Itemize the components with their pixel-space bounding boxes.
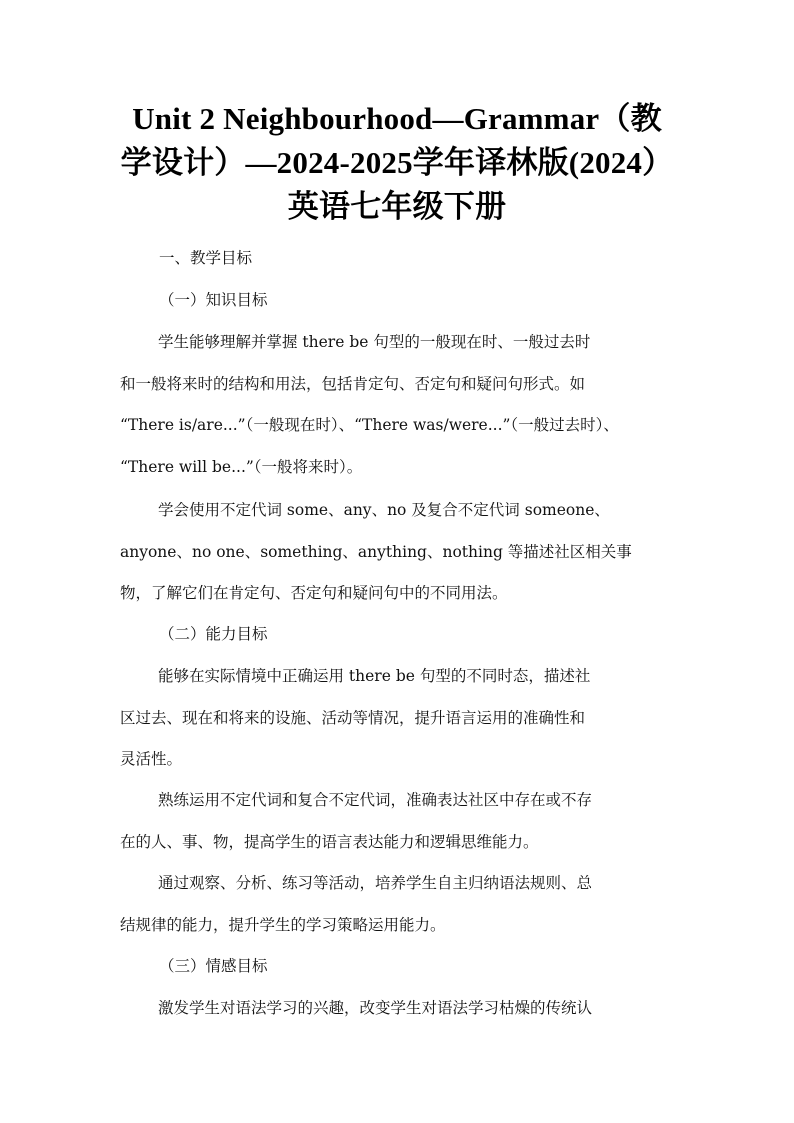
paragraph-ability-1 <box>120 656 680 781</box>
paragraph-line: 区过去、现在和将来的设施、活动等情况，提升语言运用的准确性和 <box>120 708 586 727</box>
paragraph-line: 在的人、事、物，提高学生的语言表达能力和逻辑思维能力。 <box>120 832 539 851</box>
paragraph-line: 能够在实际情境中正确运用 there be 句型的不同时态，描述社 <box>158 667 591 685</box>
subsection-heading-emotional-goals: （三）情感目标 <box>159 957 268 975</box>
paragraph-indefinite-pronouns <box>120 490 680 615</box>
title-line-1: Unit 2 Neighbourhood—Grammar（教 <box>132 101 662 136</box>
paragraph-line: “There is/are...”（一般现在时）、“There was/were...”（一般过去时）、 <box>120 416 619 434</box>
title-line-3: 英语七年级下册 <box>287 189 507 224</box>
document-title <box>96 97 698 229</box>
paragraph-line: anyone、no one、something、anything、nothing 等描述社区相关事 <box>120 542 632 561</box>
paragraph-emotional-1 <box>120 988 680 1030</box>
paragraph-ability-3 <box>120 863 680 946</box>
paragraph-line: 激发学生对语法学习的兴趣，改变学生对语法学习枯燥的传统认 <box>158 999 593 1017</box>
subsection-heading-knowledge-goals: （一）知识目标 <box>159 291 268 309</box>
paragraph-line: 和一般将来时的结构和用法，包括肯定句、否定句和疑问句形式。如 <box>120 374 586 393</box>
paragraph-line: 灵活性。 <box>120 750 183 768</box>
paragraph-line: 通过观察、分析、练习等活动，培养学生自主归纳语法规则、总 <box>158 874 593 892</box>
section-heading-teaching-goals: 一、教学目标 <box>159 249 253 267</box>
paragraph-line: 学生能够理解并掌握 there be 句型的一般现在时、一般过去时 <box>158 333 591 351</box>
subsection-heading-ability-goals: （二）能力目标 <box>159 625 268 643</box>
title-line-2: 学设计）—2024-2025学年译林版(2024） <box>120 145 674 180</box>
paragraph-line: 结规律的能力，提升学生的学习策略运用能力。 <box>120 915 446 934</box>
paragraph-there-be <box>120 322 680 488</box>
paragraph-line: “There will be...”（一般将来时）。 <box>120 457 363 476</box>
paragraph-line: 物，了解它们在肯定句、否定句和疑问句中的不同用法。 <box>120 584 508 602</box>
paragraph-line: 熟练运用不定代词和复合不定代词，准确表达社区中存在或不存 <box>158 791 593 809</box>
paragraph-ability-2 <box>120 780 680 863</box>
paragraph-line: 学会使用不定代词 some、any、no 及复合不定代词 someone、 <box>158 501 610 519</box>
